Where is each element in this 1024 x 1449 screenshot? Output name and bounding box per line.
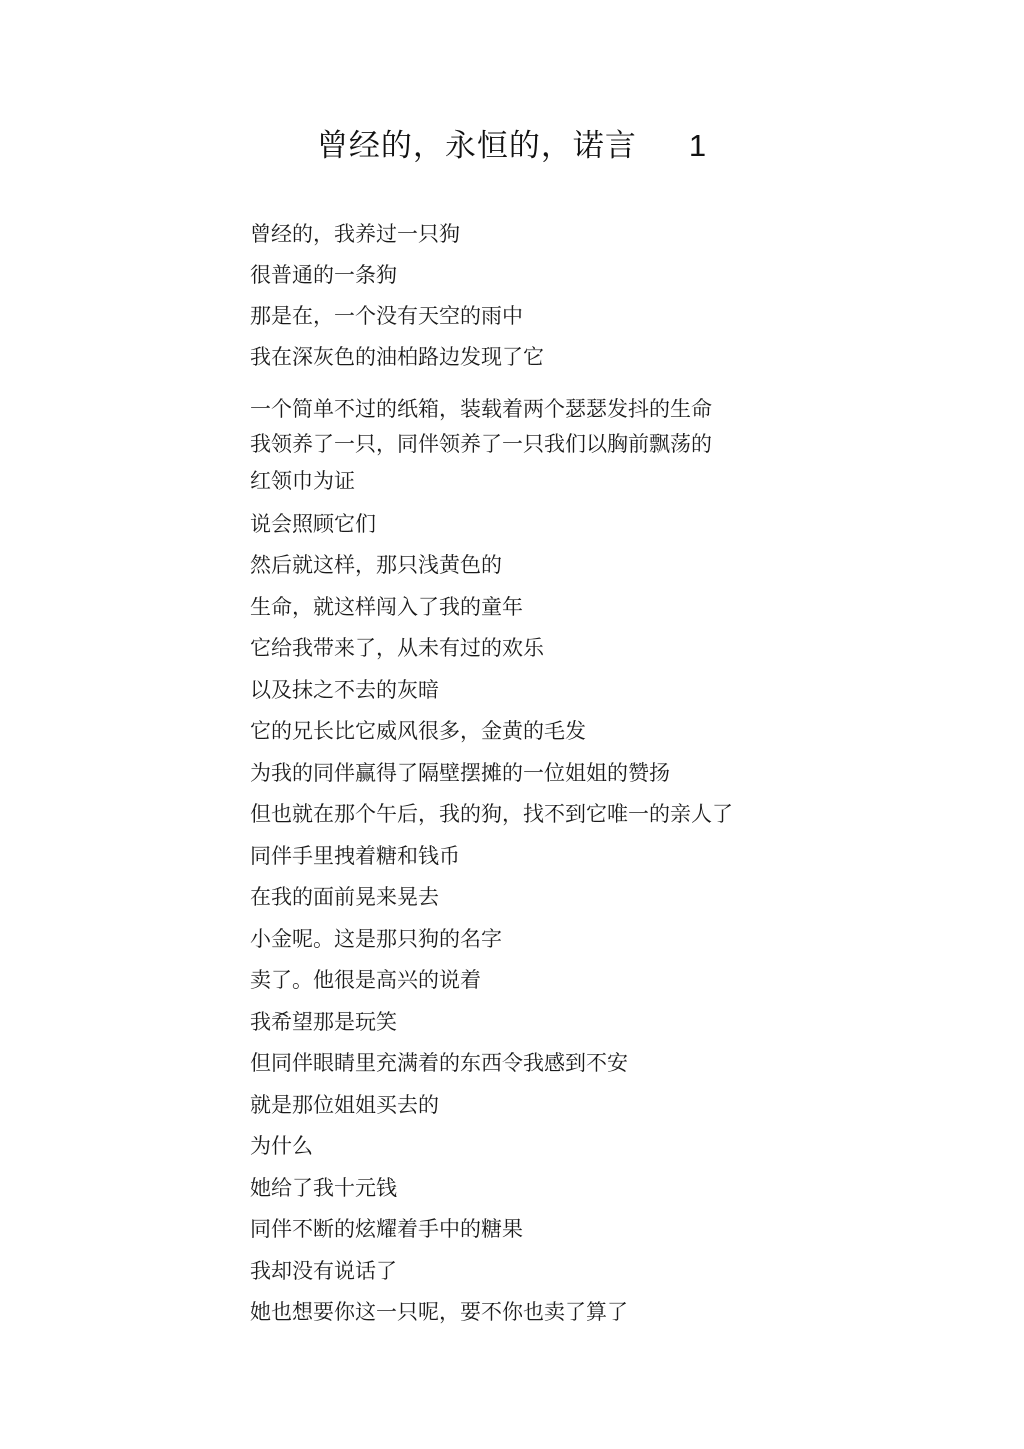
poem-line: 她给了我十元钱 — [250, 1176, 397, 1200]
poem-line: 但同伴眼睛里充满着的东西令我感到不安 — [250, 1051, 628, 1075]
poem-line: 红领巾为证 — [250, 469, 355, 493]
poem-line: 然后就这样，那只浅黄色的 — [250, 553, 502, 577]
poem-line: 曾经的，我养过一只狗 — [250, 222, 460, 246]
poem-line: 同伴不断的炫耀着手中的糖果 — [250, 1217, 523, 1241]
poem-line: 就是那位姐姐买去的 — [250, 1093, 439, 1117]
page-title — [0, 124, 1024, 168]
poem-line: 我领养了一只，同伴领养了一只我们以胸前飘荡的 — [250, 432, 712, 456]
poem-line: 为什么 — [250, 1134, 313, 1158]
poem-line: 我希望那是玩笑 — [250, 1010, 397, 1034]
poem-line: 生命，就这样闯入了我的童年 — [250, 595, 523, 619]
poem-line: 我在深灰色的油柏路边发现了它 — [250, 345, 544, 369]
poem-line: 小金呢。这是那只狗的名字 — [250, 927, 502, 951]
poem-line: 说会照顾它们 — [250, 512, 376, 536]
title-text: 曾经的，永恒的，诺言 — [316, 128, 637, 164]
poem-line: 同伴手里拽着糖和钱币 — [250, 844, 460, 868]
poem-line: 以及抹之不去的灰暗 — [250, 678, 439, 702]
poem-line: 她也想要你这一只呢，要不你也卖了算了 — [250, 1300, 628, 1324]
poem-line: 在我的面前晃来晃去 — [250, 885, 439, 909]
poem-line: 它给我带来了，从未有过的欢乐 — [250, 636, 544, 660]
poem-line: 卖了。他很是高兴的说着 — [250, 968, 481, 992]
poem-line: 那是在，一个没有天空的雨中 — [250, 304, 523, 328]
poem-line: 我却没有说话了 — [250, 1259, 397, 1283]
poem-line: 一个简单不过的纸箱，装载着两个瑟瑟发抖的生命 — [250, 397, 712, 421]
poem-line: 很普通的一条狗 — [250, 263, 397, 287]
poem-line: 它的兄长比它威风很多，金黄的毛发 — [250, 719, 586, 743]
poem-line: 为我的同伴赢得了隔壁摆摊的一位姐姐的赞扬 — [250, 761, 670, 785]
title-number: 1 — [688, 128, 708, 163]
poem-line: 但也就在那个午后，我的狗，找不到它唯一的亲人了 — [250, 802, 733, 826]
